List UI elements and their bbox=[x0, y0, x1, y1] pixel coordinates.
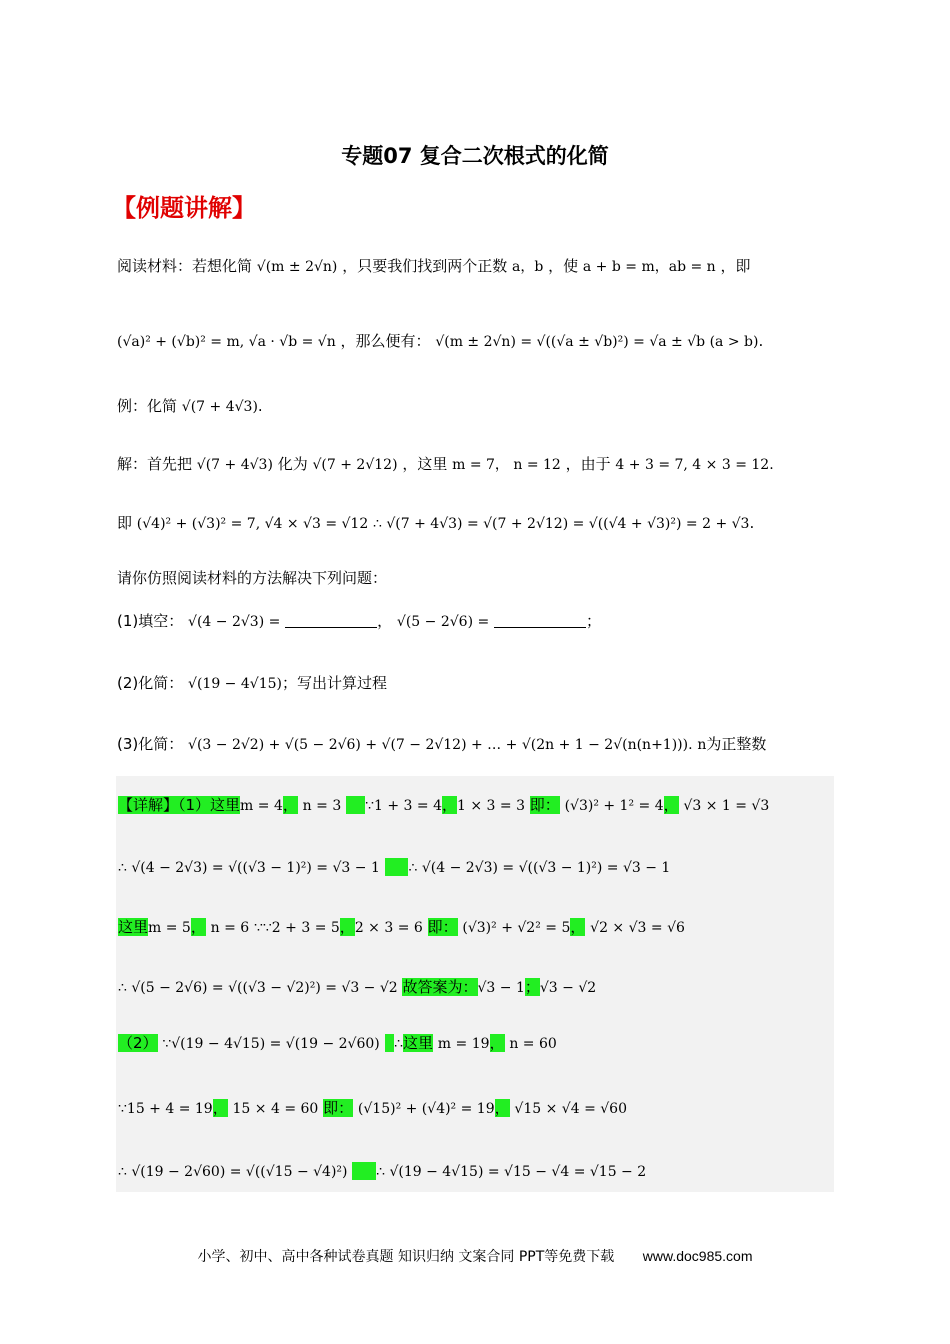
math-expression: √3 − 1 bbox=[477, 980, 525, 996]
math-expression: 1 × 3 = 3 bbox=[457, 798, 525, 814]
solution-line-1 bbox=[118, 794, 769, 815]
math-expression: . bbox=[688, 737, 693, 753]
math-expression: ∵15 + 4 = 19 bbox=[118, 1101, 213, 1117]
highlight-mark bbox=[385, 1034, 395, 1052]
page-title: 专题07 复合二次根式的化简 bbox=[341, 144, 609, 168]
solution-line-4 bbox=[118, 976, 596, 997]
example-line bbox=[117, 395, 850, 416]
question-text: ；写出计算过程 bbox=[281, 674, 387, 692]
math-expression: 15 × 4 = 60 bbox=[232, 1101, 319, 1117]
question-1 bbox=[117, 610, 850, 631]
math-expression: m = 4 bbox=[240, 798, 283, 814]
reading-text: . bbox=[758, 332, 764, 350]
solution-line-3 bbox=[118, 916, 685, 937]
solution-heading: 【详解】（1）这里 bbox=[118, 796, 241, 814]
math-expression: ∴ √(7 + 4√3) = √(7 + 2√12) = √((√4 + √3)²) = 2 + √3 bbox=[373, 516, 750, 532]
math-expression: m = 7， n = 12 bbox=[452, 457, 561, 473]
math-expression: a + b = m，ab = n bbox=[582, 259, 716, 275]
math-expression: ∵∵2 + 3 = 5 bbox=[253, 920, 340, 936]
solution-line-7 bbox=[118, 1162, 646, 1180]
math-expression: (√a)² + (√b)² = m, √a · √b = √n bbox=[117, 334, 336, 350]
math-expression: √(m ± 2√n) bbox=[256, 259, 338, 275]
section-heading: 【例题讲解】 bbox=[112, 194, 256, 222]
math-expression: (√15)² + (√4)² = 19 bbox=[357, 1101, 495, 1117]
math-expression: √(4 − 2√3) = bbox=[188, 614, 281, 630]
reading-text: 解：首先把 bbox=[117, 455, 193, 473]
question-2 bbox=[117, 672, 850, 693]
highlight-mark bbox=[346, 796, 365, 814]
reading-text: ，使 bbox=[548, 257, 579, 275]
math-expression: (√3)² + 1² = 4 bbox=[564, 798, 664, 814]
highlight-mark bbox=[352, 1162, 376, 1180]
math-expression: √(7 + 4√3) bbox=[181, 399, 258, 415]
math-expression: n = 6 bbox=[210, 920, 250, 936]
math-expression: ∴ bbox=[394, 1036, 403, 1052]
separator: ， bbox=[663, 796, 679, 814]
answer-blank[interactable] bbox=[494, 613, 586, 628]
reading-text: ，即 bbox=[720, 257, 751, 275]
example-label: 例：化简 bbox=[117, 397, 178, 415]
math-expression: ∵√(19 − 4√15) = √(19 − 2√60) bbox=[162, 1036, 380, 1052]
reading-text: 化为 bbox=[277, 455, 308, 473]
reading-text: ，那么便有： bbox=[340, 332, 431, 350]
reading-text: ，这里 bbox=[402, 455, 448, 473]
reading-line-2 bbox=[117, 330, 850, 351]
separator: ； bbox=[524, 978, 540, 996]
question-label: (1)填空： bbox=[117, 612, 184, 630]
math-expression: m = 5 bbox=[148, 920, 191, 936]
math-expression: √(m ± 2√n) = √((√a ± √b)²) = √a ± √b (a > b) bbox=[435, 334, 759, 350]
math-expression: √(5 − 2√6) = bbox=[396, 614, 490, 630]
separator: ， bbox=[494, 1099, 510, 1117]
math-variable: n bbox=[697, 737, 707, 753]
separator: ， bbox=[489, 1034, 505, 1052]
separator: ； bbox=[586, 612, 602, 630]
math-expression: √3 × 1 = √3 bbox=[683, 798, 770, 814]
separator: ， bbox=[190, 918, 206, 936]
separator: ， bbox=[339, 918, 355, 936]
math-expression: √(7 + 2√12) bbox=[312, 457, 398, 473]
math-expression: (√3)² + √2² = 5 bbox=[462, 920, 571, 936]
solution-line-6 bbox=[118, 1097, 627, 1118]
separator: ， bbox=[441, 796, 457, 814]
question-label: (3)化简： bbox=[117, 735, 184, 753]
separator: ， bbox=[282, 796, 298, 814]
reading-text: . bbox=[257, 397, 263, 415]
math-expression: ∴ √(19 − 2√60) = √((√15 − √4)²) bbox=[118, 1164, 348, 1180]
math-expression: 4 + 3 = 7, 4 × 3 = 12. bbox=[615, 457, 774, 473]
math-expression: a，b bbox=[511, 259, 544, 275]
example-solution-line bbox=[117, 453, 850, 474]
math-expression: √(7 + 4√3) bbox=[196, 457, 273, 473]
solution-line-5 bbox=[118, 1032, 557, 1053]
highlight-text: 即： bbox=[323, 1099, 354, 1117]
solution-line-2 bbox=[118, 858, 670, 876]
math-expression: ∵1 + 3 = 4 bbox=[365, 798, 442, 814]
math-expression: 2 × 3 = 6 bbox=[354, 920, 423, 936]
math-expression: n = 3 bbox=[302, 798, 342, 814]
reading-text: 即 bbox=[117, 514, 133, 532]
highlight-text: 即： bbox=[427, 918, 458, 936]
highlight-mark bbox=[385, 858, 409, 876]
math-expression: √15 × √4 = √60 bbox=[514, 1101, 627, 1117]
reading-text: . bbox=[749, 514, 755, 532]
math-expression: ∴ √(19 − 4√15) = √15 − √4 = √15 − 2 bbox=[376, 1164, 647, 1180]
math-expression: (√4)² + (√3)² = 7, √4 × √3 = √12 bbox=[136, 516, 369, 532]
separator: ， bbox=[212, 1099, 228, 1117]
answer-blank[interactable] bbox=[285, 613, 377, 628]
reading-text: 阅读材料：若想化简 bbox=[117, 257, 253, 275]
math-expression: √3 − √2 bbox=[539, 980, 597, 996]
highlight-text: 这里 bbox=[118, 918, 149, 936]
math-expression: √2 × √3 = √6 bbox=[590, 920, 685, 936]
footer-link[interactable]: www.doc985.com bbox=[642, 1248, 753, 1264]
math-expression: √(19 − 4√15) bbox=[188, 676, 282, 692]
math-expression: ∴ √(5 − 2√6) = √((√3 − √2)²) = √3 − √2 bbox=[118, 980, 398, 996]
math-expression: ∴ √(4 − 2√3) = √((√3 − 1)²) = √3 − 1 bbox=[118, 860, 380, 876]
highlight-text: 故答案为： bbox=[402, 978, 478, 996]
question-3 bbox=[117, 733, 850, 754]
math-expression: n = 60 bbox=[509, 1036, 557, 1052]
highlight-text: （2） bbox=[118, 1034, 158, 1052]
reading-text: ，只要我们找到两个正数 bbox=[342, 257, 508, 275]
math-expression: m = 19 bbox=[437, 1036, 490, 1052]
reading-text: ，由于 bbox=[565, 455, 611, 473]
questions-intro: 请你仿照阅读材料的方法解决下列问题： bbox=[117, 569, 388, 587]
highlight-text: 即： bbox=[529, 796, 560, 814]
reading-line-1 bbox=[117, 255, 850, 276]
math-expression: ∴ √(4 − 2√3) = √((√3 − 1)²) = √3 − 1 bbox=[408, 860, 671, 876]
example-ji-line bbox=[117, 512, 850, 533]
footer-text: 小学、初中、高中各种试卷真题 知识归纳 文案合同 PPT等免费下载 bbox=[197, 1249, 615, 1265]
separator: ， bbox=[377, 612, 393, 630]
page-footer bbox=[0, 1246, 950, 1266]
math-expression: √(3 − 2√2) + √(5 − 2√6) + √(7 − 2√12) + … + √(2n + 1 − 2√(n(n+1))) bbox=[188, 737, 689, 753]
question-label: (2)化简： bbox=[117, 674, 184, 692]
question-text: 为正整数 bbox=[706, 735, 767, 753]
separator: ， bbox=[570, 918, 586, 936]
highlight-text: 这里 bbox=[402, 1034, 433, 1052]
